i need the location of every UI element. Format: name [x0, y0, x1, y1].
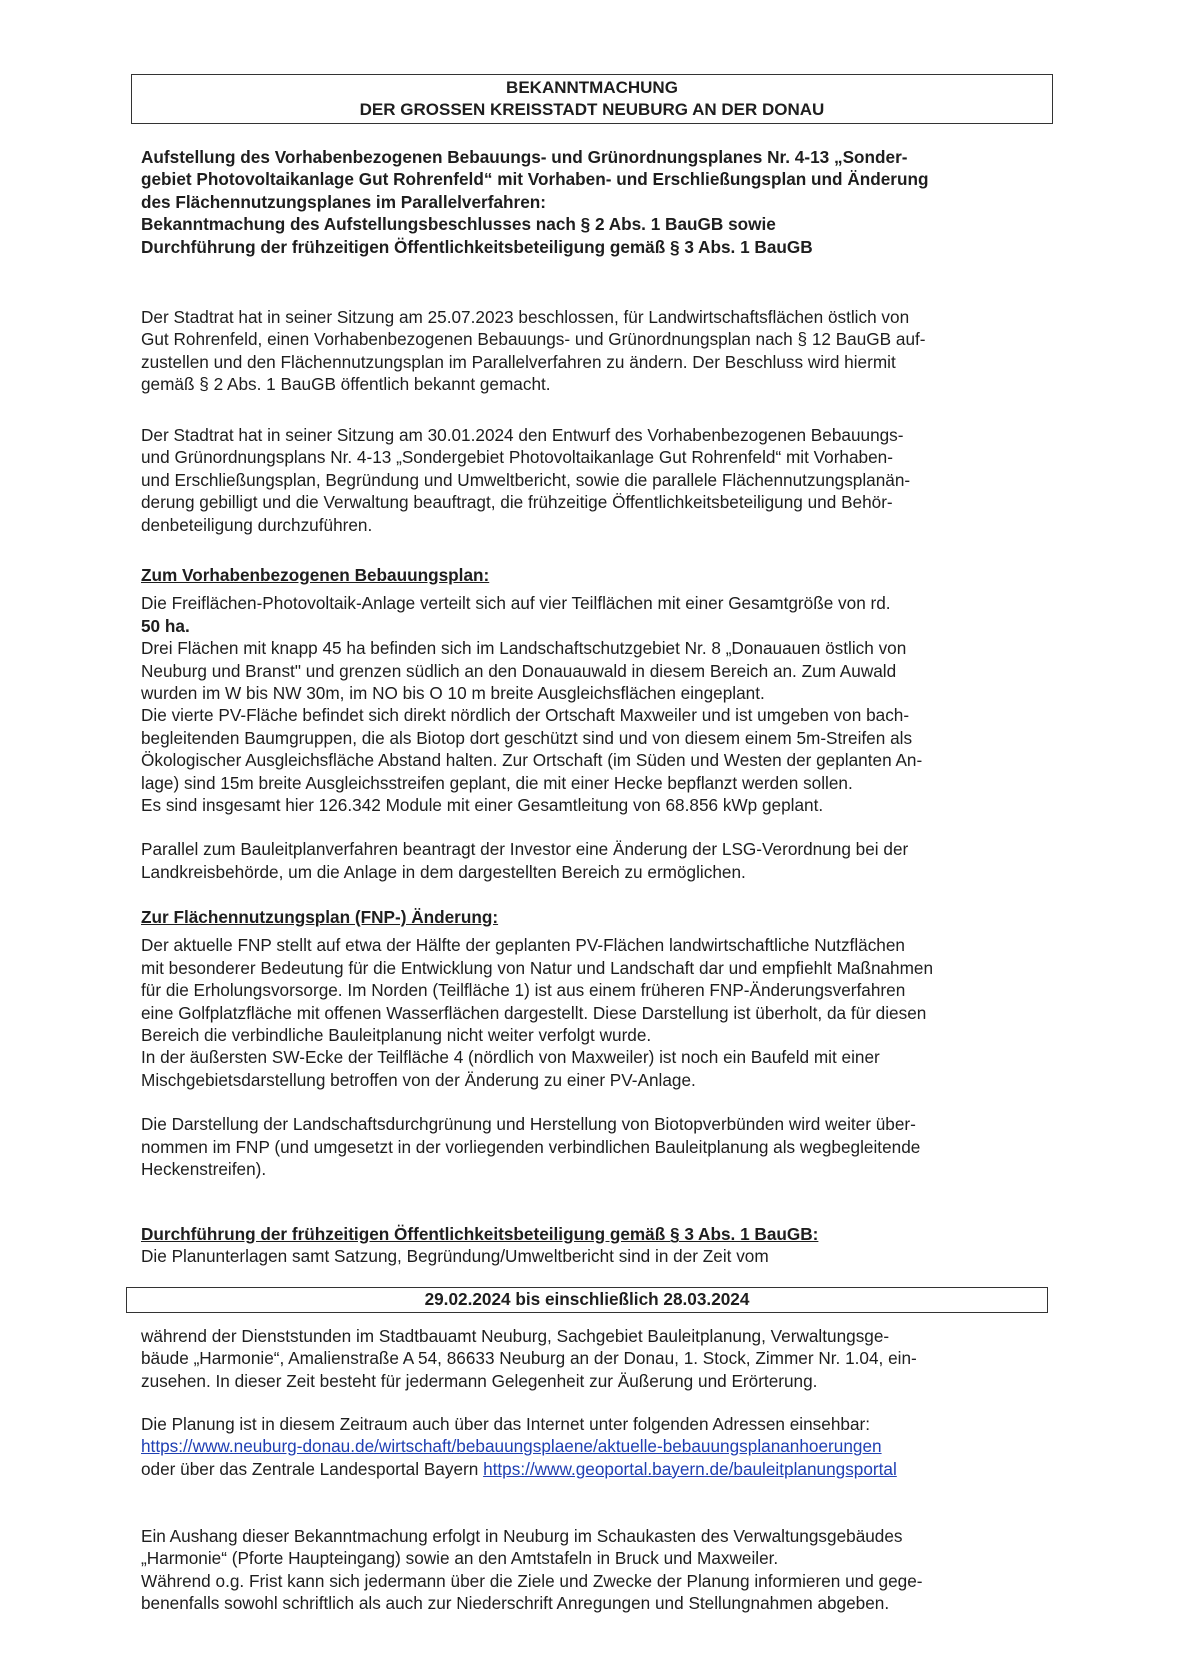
portal-prefix: oder über das Zentrale Landesportal Bayern: [141, 1458, 484, 1479]
text-line: mit besonderer Bedeutung für die Entwicklung von Natur und Landschaft dar und empfiehlt Maßnahmen: [141, 957, 934, 978]
text-line: Bereich die verbindliche Bauleitplanung nicht weiter verfolgt wurde.: [141, 1025, 652, 1046]
announcement-header: [131, 74, 1053, 124]
display-period-box: [126, 1287, 1048, 1313]
geoportal-link[interactable]: https://www.geoportal.bayern.de/bauleitplanungsportal: [483, 1458, 897, 1479]
section-bebauungsplan: [141, 564, 1051, 883]
text-line: Neuburg und Branst" und grenzen südlich an den Donauauwald in diesem Bereich an. Zum Auwald: [141, 660, 897, 681]
text-line: Drei Flächen mit knapp 45 ha befinden sich im Landschaftschutzgebiet Nr. 8 „Donauauen östlich von: [141, 638, 907, 659]
text-line: denbeteiligung durchzuführen.: [141, 514, 373, 535]
subject-block: [141, 146, 1051, 258]
text-line: Die Freiflächen-Photovoltaik-Anlage verteilt sich auf vier Teilflächen mit einer Gesamtgröße von rd.: [141, 593, 891, 614]
text-line: und Erschließungsplan, Begründung und Umweltbericht, sowie die parallele Flächennutzungsplanän-: [141, 469, 911, 490]
text-line: Während o.g. Frist kann sich jedermann über die Ziele und Zwecke der Planung informieren und gege-: [141, 1570, 923, 1591]
subject-line: Durchführung der frühzeitigen Öffentlichkeitsbeteiligung gemäß § 3 Abs. 1 BauGB: [141, 236, 813, 257]
text-line: 50 ha.: [141, 615, 190, 636]
text-line: Der aktuelle FNP stellt auf etwa der Hälfte der geplanten PV-Flächen landwirtschaftliche Nutzflächen: [141, 935, 905, 956]
text-line: Heckenstreifen).: [141, 1159, 267, 1180]
text-line: lage) sind 15m breite Ausgleichsstreifen geplant, die mit einer Hecke bepflanzt werden sollen.: [141, 772, 853, 793]
text-line: Parallel zum Bauleitplanverfahren beantragt der Investor eine Änderung der LSG-Verordnung bei der: [141, 839, 909, 860]
text-line: Die Darstellung der Landschaftsdurchgrünung und Herstellung von Biotopverbünden wird weiter über-: [141, 1114, 916, 1135]
subject-line: gebiet Photovoltaikanlage Gut Rohrenfeld“ mit Vorhaben- und Erschließungsplan und Änderung: [141, 169, 929, 190]
subject-line: des Flächennutzungsplanes im Parallelverfahren:: [141, 191, 546, 212]
closing-paragraph: [141, 1525, 1051, 1615]
section-heading: Durchführung der frühzeitigen Öffentlichkeitsbeteiligung gemäß § 3 Abs. 1 BauGB:: [141, 1224, 819, 1244]
text-line: derung gebilligt und die Verwaltung beauftragt, die frühzeitige Öffentlichkeitsbeteiligung und Behör-: [141, 492, 893, 513]
text-line: zustellen und den Flächennutzungsplan im Parallelverfahren zu ändern. Der Beschluss wird hiermit: [141, 351, 896, 372]
header-authority: DER GROSSEN KREISSTADT NEUBURG AN DER DONAU: [359, 100, 825, 119]
text-line: Ökologischer Ausgleichsfläche Abstand halten. Zur Ortschaft (im Süden und Westen der geplanten An-: [141, 750, 923, 771]
text-line: eine Golfplatzfläche mit offenen Wasserflächen dargestellt. Diese Darstellung ist überholt, da für diesen: [141, 1002, 927, 1023]
text-line: wurden im W bis NW 30m, im NO bis O 10 m breite Ausgleichsflächen eingeplant.: [141, 683, 765, 704]
subject-line: Aufstellung des Vorhabenbezogenen Bebauungs- und Grünordnungsplanes Nr. 4-13 „Sonder-: [141, 147, 908, 167]
text-line: bäude „Harmonie“, Amalienstraße A 54, 86633 Neuburg an der Donau, 1. Stock, Zimmer Nr. 1.04, ein-: [141, 1348, 917, 1369]
header-title: BEKANNTMACHUNG: [506, 78, 678, 97]
internet-access: [141, 1413, 1051, 1480]
text-line: Mischgebietsdarstellung betroffen von der Änderung zu einer PV-Anlage.: [141, 1069, 696, 1090]
text-line: und Grünordnungsplans Nr. 4-13 „Sondergebiet Photovoltaikanlage Gut Rohrenfeld“ mit Vorhaben-: [141, 447, 893, 468]
display-period: 29.02.2024 bis einschließlich 28.03.2024: [424, 1289, 750, 1309]
text-line: während der Dienststunden im Stadtbauamt Neuburg, Sachgebiet Bauleitplanung, Verwaltungsge-: [141, 1326, 890, 1346]
text-line: Der Stadtrat hat in seiner Sitzung am 25.07.2023 beschlossen, für Landwirtschaftsflächen östlich von: [141, 307, 910, 327]
section-participation: [141, 1223, 1051, 1268]
section-flaechennutzungsplan: [141, 906, 1051, 1180]
paragraph-draft-approval: [141, 424, 1051, 536]
text-line: gemäß § 2 Abs. 1 BauGB öffentlich bekannt gemacht.: [141, 374, 551, 395]
text-line: benenfalls sowohl schriftlich als auch zur Niederschrift Anregungen und Stellungnahmen abgeben.: [141, 1593, 890, 1614]
paragraph-resolution: [141, 306, 1051, 396]
section-heading: Zum Vorhabenbezogenen Bebauungsplan:: [141, 565, 490, 585]
text-line: Die Planunterlagen samt Satzung, Begründung/Umweltbericht sind in der Zeit vom: [141, 1246, 769, 1267]
participation-details: [141, 1325, 1051, 1392]
section-heading: Zur Flächennutzungsplan (FNP-) Änderung:: [141, 907, 499, 927]
city-plans-link[interactable]: https://www.neuburg-donau.de/wirtschaft/bebauungsplaene/aktuelle-bebauungsplananhoerungen: [141, 1436, 882, 1457]
text-line: Gut Rohrenfeld, einen Vorhabenbezogenen Bebauungs- und Grünordnungsplan nach § 12 BauGB auf-: [141, 329, 926, 350]
text-line: zusehen. In dieser Zeit besteht für jedermann Gelegenheit zur Äußerung und Erörterung.: [141, 1370, 818, 1391]
text-line: In der äußersten SW-Ecke der Teilfläche 4 (nördlich von Maxweiler) ist noch ein Baufeld mit einer: [141, 1047, 880, 1068]
text-line: Der Stadtrat hat in seiner Sitzung am 30.01.2024 den Entwurf des Vorhabenbezogenen Bebauungs-: [141, 425, 904, 445]
text-line: begleitenden Baumgruppen, die als Biotop dort geschützt sind und von diesem einem 5m-Streifen als: [141, 727, 913, 748]
text-line: nommen im FNP (und umgesetzt in der vorliegenden verbindlichen Bauleitplanung als wegbegleitende: [141, 1136, 921, 1157]
text-line: „Harmonie“ (Pforte Haupteingang) sowie an den Amtstafeln in Bruck und Maxweiler.: [141, 1548, 779, 1569]
text-line: Die vierte PV-Fläche befindet sich direkt nördlich der Ortschaft Maxweiler und ist umgeben von bach-: [141, 705, 910, 726]
text-line: Ein Aushang dieser Bekanntmachung erfolgt in Neuburg im Schaukasten des Verwaltungsgebäudes: [141, 1526, 903, 1546]
subject-line: Bekanntmachung des Aufstellungsbeschlusses nach § 2 Abs. 1 BauGB sowie: [141, 214, 776, 235]
text-line: für die Erholungsvorsorge. Im Norden (Teilfläche 1) ist aus einem früheren FNP-Änderungsverfahren: [141, 980, 906, 1001]
text-line: Die Planung ist in diesem Zeitraum auch über das Internet unter folgenden Adressen einsehbar:: [141, 1414, 870, 1434]
text-line: Landkreisbehörde, um die Anlage in dem dargestellten Bereich zu ermöglichen.: [141, 861, 746, 882]
text-line: Es sind insgesamt hier 126.342 Module mit einer Gesamtleitung von 68.856 kWp geplant.: [141, 795, 824, 816]
